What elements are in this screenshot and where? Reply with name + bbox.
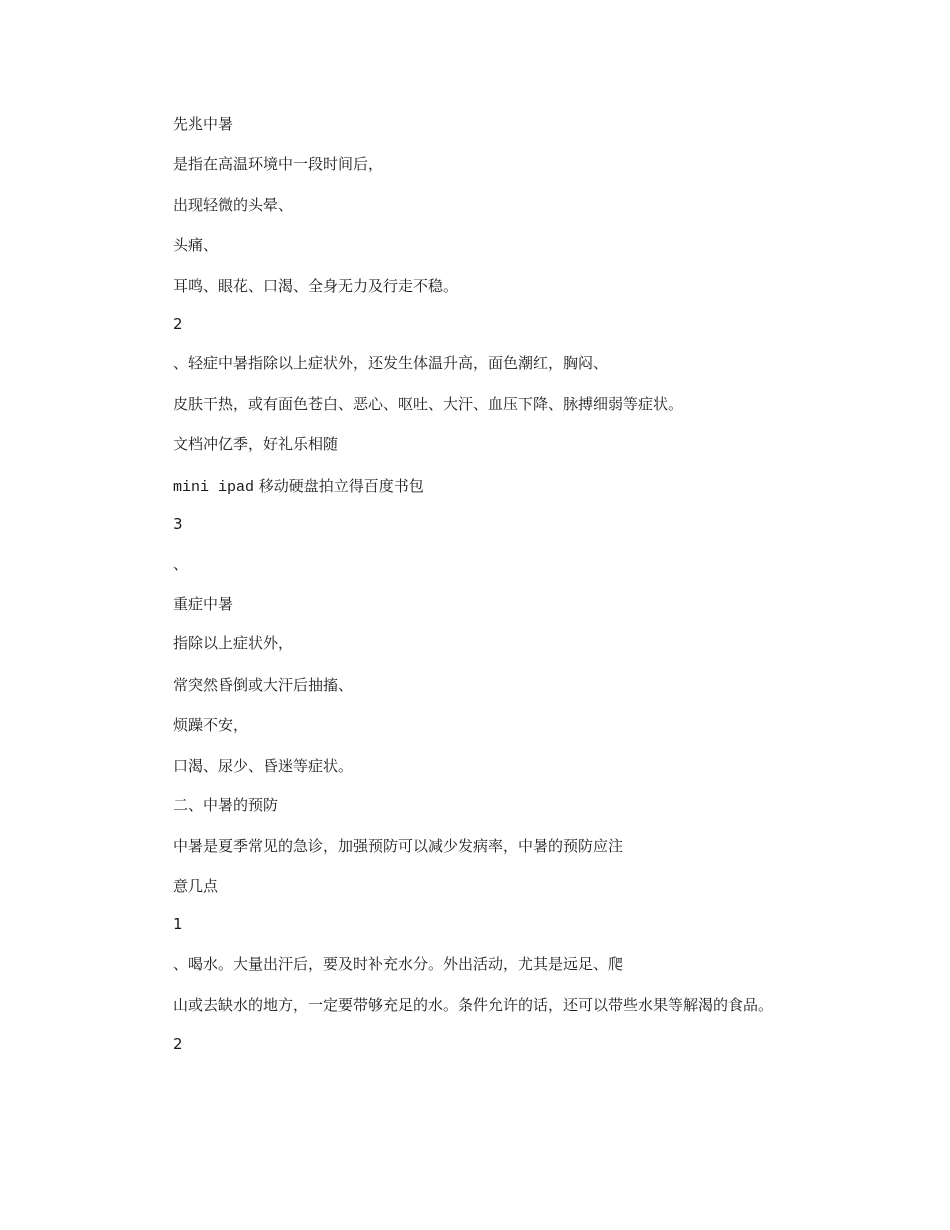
text-line: 、喝水。大量出汗后，要及时补充水分。外出活动，尤其是远足、爬 <box>173 955 624 973</box>
list-number: 3 <box>173 515 183 533</box>
promo-items-line <box>173 476 424 498</box>
text-line: 是指在高温环境中一段时间后， <box>173 155 384 173</box>
text-line-heading-mild-heatstroke: 先兆中暑 <box>173 115 234 133</box>
text-line: 山或去缺水的地方，一定要带够充足的水。条件允许的话，还可以带些水果等解渴的食品。 <box>173 996 774 1014</box>
text-line: 、轻症中暑指除以上症状外，还发生体温升高，面色潮红，胸闷、 <box>173 354 609 372</box>
list-number: 2 <box>173 315 183 333</box>
text-line: 出现轻微的头晕、 <box>173 196 294 214</box>
promo-product-name: mini ipad <box>173 479 255 496</box>
text-line: 耳鸣、眼花、口渴、全身无力及行走不稳。 <box>173 277 459 295</box>
text-line: 头痛、 <box>173 236 219 254</box>
list-number: 2 <box>173 1035 183 1053</box>
promo-line: 文档冲亿季，好礼乐相随 <box>173 435 339 453</box>
text-line: 口渴、尿少、昏迷等症状。 <box>173 757 354 775</box>
text-line: 中暑是夏季常见的急诊，加强预防可以减少发病率，中暑的预防应注 <box>173 837 624 855</box>
text-line: 指除以上症状外， <box>173 634 294 652</box>
text-line: 皮肤干热，或有面色苍白、恶心、呕吐、大汗、血压下降、脉搏细弱等症状。 <box>173 395 684 413</box>
text-line: 烦躁不安， <box>173 716 249 734</box>
text-line: 意几点 <box>173 877 219 895</box>
list-number: 1 <box>173 915 183 933</box>
section-heading-prevention: 二、中暑的预防 <box>173 796 279 814</box>
text-line-heading-severe-heatstroke: 重症中暑 <box>173 595 234 613</box>
promo-product-list: 移动硬盘拍立得百度书包 <box>258 477 424 495</box>
text-line: 常突然昏倒或大汗后抽搐、 <box>173 676 354 694</box>
punctuation-line: 、 <box>173 555 189 573</box>
